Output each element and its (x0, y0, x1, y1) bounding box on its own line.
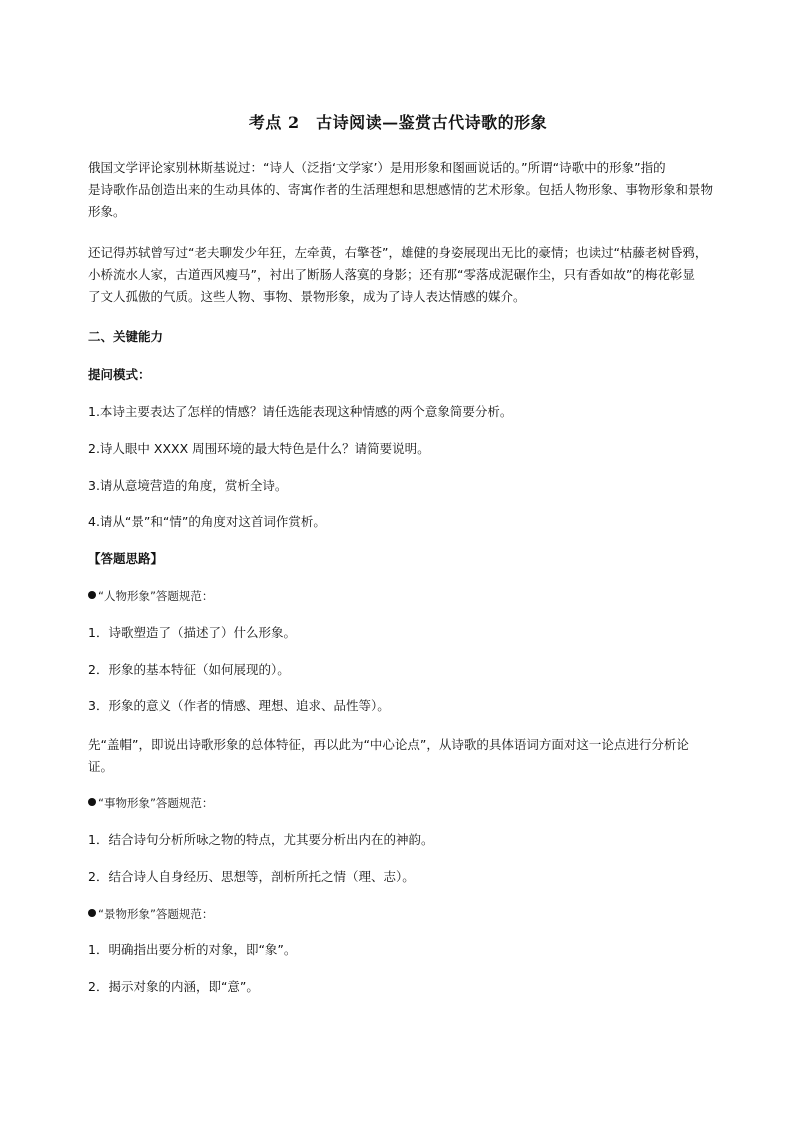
scene-image-label (88, 905, 213, 923)
scene-rule-item: 1．明确指出要分析的对象，即“象”。 (88, 942, 297, 957)
person-note-paragraph (88, 734, 708, 778)
person-rule-item: 3．形象的意义（作者的情感、理想、追求、品性等）。 (88, 698, 390, 713)
intro-p1-line: 是诗歌作品创造出来的生动具体的、寄寓作者的生活理想和思想感情的艺术形象。包括人物形象、事物形象和景物 (88, 182, 714, 197)
thing-image-label-text: “事物形象”答题规范： (98, 796, 214, 810)
intro-paragraph-2 (88, 242, 708, 308)
intro-p1-line: 俄国文学评论家别林斯基说过：“诗人（泛指‘文学家’）是用形象和图画说话的。”所谓“诗歌中的形象”指的 (88, 160, 666, 175)
bullet-icon (88, 909, 96, 917)
bullet-icon (88, 798, 96, 806)
intro-p1-line: 形象。 (88, 204, 126, 219)
intro-p2-line: 还记得苏轼曾写过“老夫聊发少年狂，左牵黄，右擎苍”，雄健的身姿展现出无比的豪情；也读过“枯藤老树昏鸦， (88, 245, 708, 260)
bullet-icon (88, 591, 96, 599)
person-note-line: 证。 (88, 759, 114, 774)
scene-rule-item: 2．揭示对象的内涵，即“意”。 (88, 979, 259, 994)
section-heading-key-abilities: 二、关键能力 (88, 329, 164, 344)
person-image-label (88, 587, 213, 605)
person-note-line: 先“盖帽”，即说出诗歌形象的总体特征，再以此为“中心论点”，从诗歌的具体语词方面对这一论点进行分析论 (88, 737, 689, 752)
intro-paragraph-1 (88, 157, 714, 223)
question-item: 3.请从意境营造的角度，赏析全诗。 (88, 478, 288, 493)
question-mode-heading: 提问模式： (88, 367, 151, 382)
person-rule-item: 1．诗歌塑造了（描述了）什么形象。 (88, 625, 296, 640)
question-item: 1.本诗主要表达了怎样的情感？请任选能表现这种情感的两个意象简要分析。 (88, 404, 513, 419)
person-image-label-text: “人物形象”答题规范： (98, 589, 214, 603)
question-item: 4.请从“景”和“情”的角度对这首词作赏析。 (88, 514, 326, 529)
intro-p2-line: 了文人孤傲的气质。这些人物、事物、景物形象，成为了诗人表达情感的媒介。 (88, 289, 526, 304)
thing-image-label (88, 794, 213, 812)
page-title: 考点 2 古诗阅读—鉴赏古代诗歌的形象 (248, 113, 548, 132)
thing-rule-item: 1．结合诗句分析所咏之物的特点，尤其要分析出内在的神韵。 (88, 832, 434, 847)
scene-image-label-text: “景物形象”答题规范： (98, 907, 214, 921)
answer-ideas-heading: 【答题思路】 (88, 551, 164, 566)
person-rule-item: 2．形象的基本特征（如何展现的）。 (88, 662, 290, 677)
intro-p2-line: 小桥流水人家，古道西风瘦马”，衬出了断肠人落寞的身影；还有那“零落成泥碾作尘，只有香如故”的梅花彰显 (88, 267, 695, 282)
thing-rule-item: 2．结合诗人自身经历、思想等，剖析所托之情（理、志）。 (88, 869, 415, 884)
question-item: 2.诗人眼中 XXXX 周围环境的最大特色是什么？请简要说明。 (88, 441, 430, 456)
